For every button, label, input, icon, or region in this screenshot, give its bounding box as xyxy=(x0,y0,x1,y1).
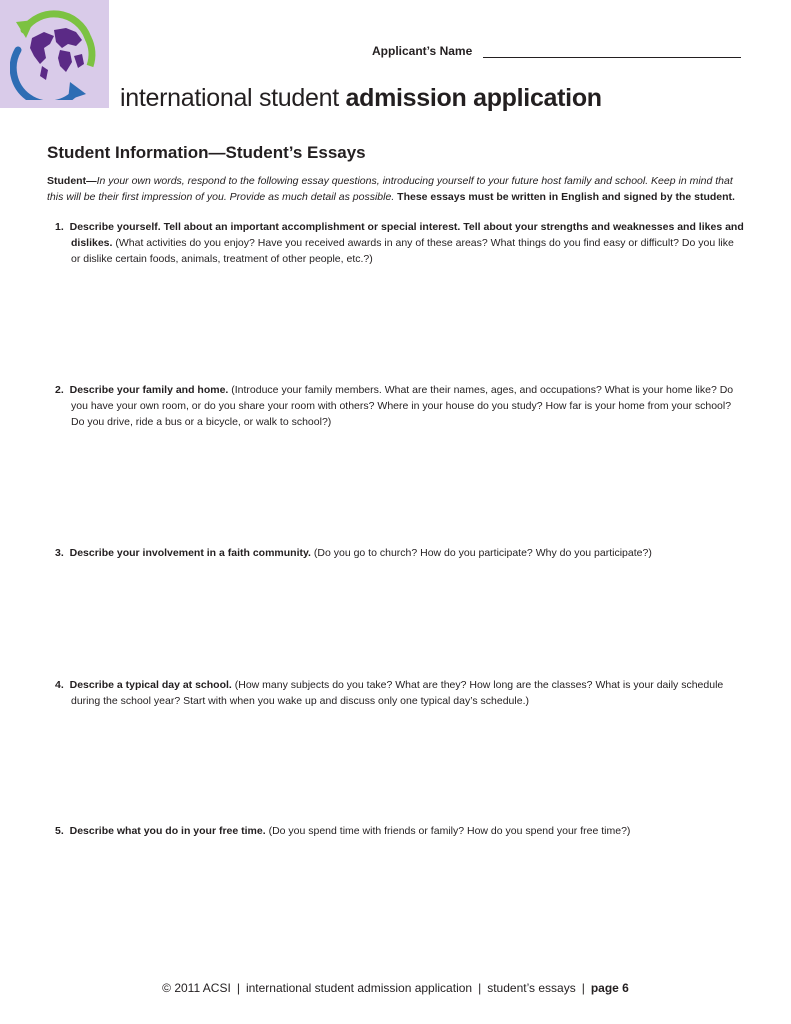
section-heading: Student Information—Student’s Essays xyxy=(47,143,366,162)
question-number: 1. xyxy=(55,221,64,233)
footer-separator: | xyxy=(478,981,482,995)
essay-question-3 xyxy=(55,545,745,561)
footer-separator: | xyxy=(236,981,240,995)
page-number: page 6 xyxy=(590,981,629,995)
logo xyxy=(0,0,109,108)
question-number: 3. xyxy=(55,547,64,559)
footer-separator: | xyxy=(581,981,585,995)
question-number: 4. xyxy=(55,679,64,691)
question-number: 5. xyxy=(55,825,64,837)
essay-answer-1[interactable] xyxy=(55,272,745,377)
question-detail: (Introduce your family members. What are their names, ages, and occupations? What is your home like? Do you have your own room, or do you share your room with others? Where in your house do you study? How far is your home from your school? Do you drive, ride a bus or a bicycle, or walk to school?) xyxy=(71,384,734,428)
section-intro xyxy=(47,173,747,205)
footer-section-name: student’s essays xyxy=(487,981,576,995)
essay-answer-4[interactable] xyxy=(55,714,745,819)
question-detail: (What activities do you enjoy? Have you received awards in any of these areas? What things do you find easy or difficult? Do you like or dislike certain foods, animals, treatment of other people, etc.?) xyxy=(71,237,734,265)
applicant-name-label: Applicant’s Name xyxy=(372,44,473,58)
question-number: 2. xyxy=(55,384,64,396)
essay-question-5 xyxy=(55,823,745,839)
title-regular: international student xyxy=(120,84,346,112)
question-detail: (Do you go to church? How do you participate? Why do you participate?) xyxy=(310,547,652,559)
essay-answer-5[interactable] xyxy=(55,845,745,965)
title-bold: admission application xyxy=(345,84,602,112)
intro-lead: Student— xyxy=(47,175,97,187)
essay-answer-2[interactable] xyxy=(55,434,745,539)
footer-document-name: international student admission application xyxy=(245,981,473,995)
globe-with-arrows-icon xyxy=(10,8,98,100)
essay-question-1 xyxy=(55,219,745,267)
question-prompt: Describe your family and home. xyxy=(69,384,229,396)
question-prompt: Describe yourself. Tell about an important accomplishment or special interest. Tell about your strengths and weaknesses and likes and dislikes. xyxy=(69,221,744,249)
question-prompt: Describe your involvement in a faith community. xyxy=(69,547,311,559)
essay-question-2 xyxy=(55,382,745,430)
applicant-name-field[interactable] xyxy=(483,57,741,58)
question-detail: (How many subjects do you take? What are they? How long are the classes? What is your daily schedule during the school year? Start with when you wake up and discuss only one typical day’s schedule.) xyxy=(71,679,724,707)
question-detail: (Do you spend time with friends or family? How do you spend your free time?) xyxy=(265,825,631,837)
essay-answer-3[interactable] xyxy=(55,566,745,671)
footer-copyright: © 2011 ACSI xyxy=(162,981,231,995)
essay-question-4 xyxy=(55,677,745,709)
question-prompt: Describe a typical day at school. xyxy=(69,679,232,691)
document-title xyxy=(120,84,602,113)
page-footer xyxy=(0,981,791,995)
question-prompt: Describe what you do in your free time. xyxy=(69,825,266,837)
intro-instructions: In your own words, respond to the following essay questions, introducing yourself to your future host family and school. Keep in mind that this will be their first impression of you. Provide as much detail as possible. xyxy=(47,175,733,203)
intro-requirement: These essays must be written in English and signed by the student. xyxy=(394,191,735,203)
